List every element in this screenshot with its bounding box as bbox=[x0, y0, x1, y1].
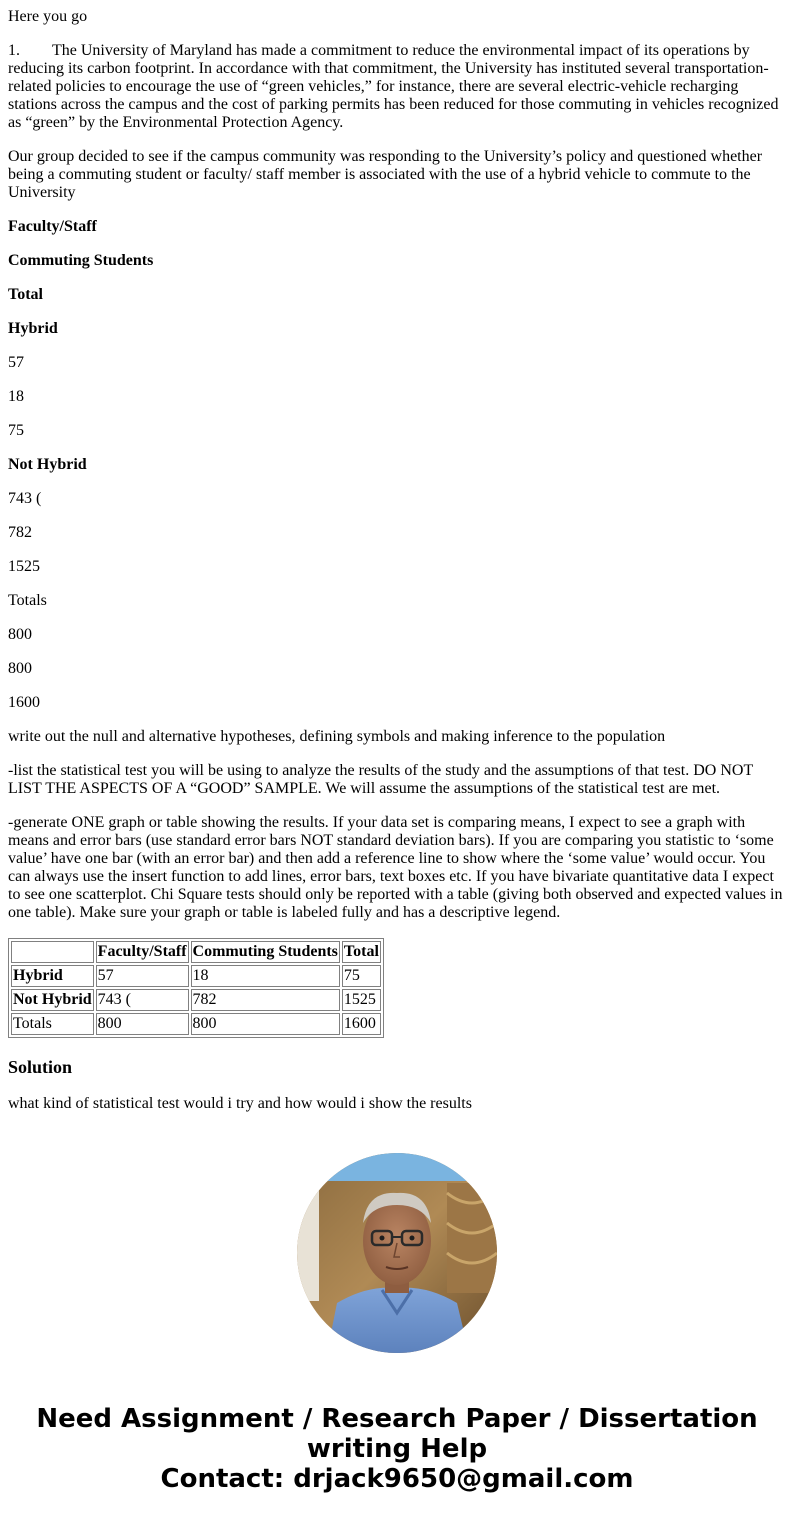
flat-value: 800 bbox=[8, 660, 32, 677]
table-row bbox=[11, 1013, 381, 1035]
table-cell: 782 bbox=[191, 989, 340, 1011]
table-header-cell bbox=[11, 941, 94, 963]
instruction-statistical-test: -list the statistical test you will be using to analyze the results of the study and the assumptions of that test. DO NOT LIST THE ASPECTS OF A “GOOD” SAMPLE. We will assume the assumptions of the statistical test are met. bbox=[8, 762, 753, 797]
instruction-graph: -generate ONE graph or table showing the results. If your data set is comparing means, I expect to see a graph with means and error bars (use standard error bars NOT standard deviation bars). If you are comparing you statistic to ‘some value’ have one bar (with an error bar) and then add a reference line to show where the ‘some value’ would occur. You can always use the insert function to add lines, error bars, text boxes etc. If you have bivariate quantitative data I expect to see one scatterplot. Chi Square tests should only be reported with a table (giving both observed and expected values in one table). Make sure your graph or table is labeled fully and has a descriptive legend. bbox=[8, 814, 783, 921]
question-text: The University of Maryland has made a commitment to reduce the environmental impact of its operations by reducing its carbon footprint. In accordance with that commitment, the University has instituted several transportation-related policies to encourage the use of “green vehicles,” for instance, there are several electric-vehicle recharging stations across the campus and the cost of parking permits has been reduced for those commuting in vehicles recognized as “green” by the Environmental Protection Agency. bbox=[8, 42, 779, 131]
footer-advertisement bbox=[0, 1404, 794, 1494]
author-avatar bbox=[297, 1153, 497, 1353]
table-cell: 57 bbox=[96, 965, 189, 987]
instruction-hypotheses: write out the null and alternative hypotheses, defining symbols and making inference to the population bbox=[8, 728, 666, 745]
contingency-table bbox=[8, 938, 384, 1038]
table-header-cell: Commuting Students bbox=[191, 941, 340, 963]
flat-header-total: Total bbox=[8, 286, 43, 303]
question-paragraph-1 bbox=[8, 42, 786, 132]
solution-text: what kind of statistical test would i try and how would i show the results bbox=[8, 1095, 472, 1112]
table-cell: 800 bbox=[96, 1013, 189, 1035]
flat-value: 782 bbox=[8, 524, 32, 541]
table-cell: 18 bbox=[191, 965, 340, 987]
flat-value: 1525 bbox=[8, 558, 40, 575]
flat-value: 743 ( bbox=[8, 490, 42, 507]
table-header-cell: Total bbox=[342, 941, 381, 963]
footer-contact: Contact: drjack9650@gmail.com bbox=[160, 1464, 634, 1494]
table-row-label: Hybrid bbox=[11, 965, 94, 987]
avatar-portrait-image bbox=[297, 1153, 497, 1353]
table-cell: 75 bbox=[342, 965, 381, 987]
flat-value: 1600 bbox=[8, 694, 40, 711]
intro-text: Here you go bbox=[8, 8, 88, 25]
footer-line-2: writing Help bbox=[306, 1434, 488, 1464]
table-row bbox=[11, 989, 381, 1011]
flat-label-hybrid: Hybrid bbox=[8, 320, 58, 337]
flat-value: 75 bbox=[8, 422, 24, 439]
table-cell: 800 bbox=[191, 1013, 340, 1035]
question-number: 1. bbox=[8, 42, 20, 59]
table-cell: 743 ( bbox=[96, 989, 189, 1011]
flat-header-students: Commuting Students bbox=[8, 252, 154, 269]
flat-value: 18 bbox=[8, 388, 24, 405]
table-row bbox=[11, 965, 381, 987]
flat-value: 57 bbox=[8, 354, 24, 371]
question-paragraph-2: Our group decided to see if the campus community was responding to the University’s policy and questioned whether being a commuting student or faculty/ staff member is associated with the use of a hybrid vehicle to commute to the University bbox=[8, 148, 763, 201]
footer-line-1: Need Assignment / Research Paper / Dissertation bbox=[36, 1404, 758, 1434]
flat-label-totals: Totals bbox=[8, 592, 47, 609]
flat-value: 800 bbox=[8, 626, 32, 643]
table-header-cell: Faculty/Staff bbox=[96, 941, 189, 963]
table-cell: 1600 bbox=[342, 1013, 381, 1035]
flat-label-not-hybrid: Not Hybrid bbox=[8, 456, 87, 473]
solution-heading: Solution bbox=[8, 1057, 73, 1077]
table-cell: 1525 bbox=[342, 989, 381, 1011]
table-row-label: Not Hybrid bbox=[11, 989, 94, 1011]
table-header-row bbox=[11, 941, 381, 963]
table-row-label: Totals bbox=[11, 1013, 94, 1035]
flat-header-faculty: Faculty/Staff bbox=[8, 218, 97, 235]
